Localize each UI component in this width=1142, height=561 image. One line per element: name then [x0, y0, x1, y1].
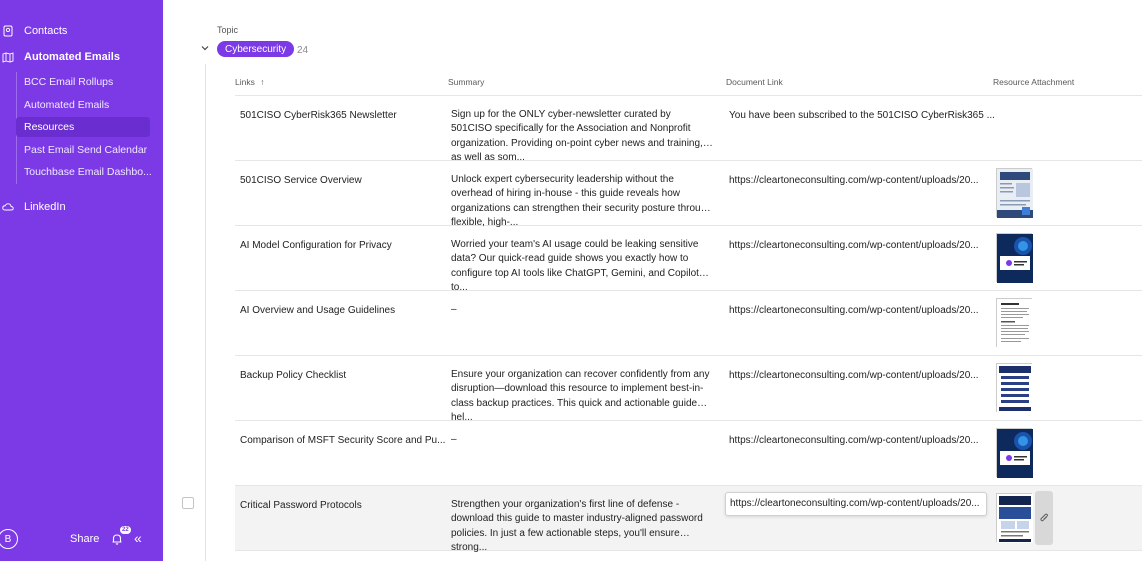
sidebar-subitem-past-email-send-calendar[interactable] [16, 140, 150, 160]
attachment-thumbnail[interactable] [996, 168, 1032, 217]
cell-document-link[interactable]: You have been subscribed to the 501CISO CyberRisk365 ... [729, 110, 995, 121]
chevron-down-icon[interactable] [200, 43, 210, 53]
row-select-checkbox[interactable] [182, 497, 194, 509]
group-value-pill [217, 41, 294, 57]
collapse-sidebar-icon[interactable]: « [134, 530, 142, 546]
table-row[interactable] [235, 226, 1142, 291]
sidebar-subitem-label: Resources [24, 121, 75, 133]
cell-link[interactable]: Critical Password Protocols [240, 500, 362, 511]
map-icon [2, 51, 14, 63]
table-row[interactable] [235, 96, 1142, 161]
column-header-summary[interactable]: Summary [448, 77, 485, 87]
sidebar-subitem-bcc-email-rollups[interactable] [16, 72, 150, 92]
cell-document-link[interactable]: https://cleartoneconsulting.com/wp-content/uploads/20... [725, 492, 987, 516]
attachment-thumbnail[interactable] [996, 233, 1032, 282]
attachment-thumbnail[interactable] [996, 298, 1032, 347]
cell-link[interactable]: Comparison of MSFT Security Score and Pu... [240, 435, 446, 446]
cell-link[interactable]: AI Overview and Usage Guidelines [240, 305, 396, 316]
cell-link[interactable]: Backup Policy Checklist [240, 370, 347, 381]
bell-icon[interactable] [110, 532, 124, 546]
main-content [163, 0, 1142, 561]
notification-badge: 22 [122, 527, 129, 533]
cell-document-link[interactable]: https://cleartoneconsulting.com/wp-content/uploads/20... [729, 370, 979, 381]
sidebar-subitem-label: BCC Email Rollups [24, 76, 114, 88]
column-header-document-link[interactable]: Document Link [726, 77, 783, 87]
sidebar-item-label: Contacts [24, 25, 68, 37]
sidebar-subitem-touchbase-email-dashboard[interactable] [16, 162, 150, 182]
sidebar-item-automated-emails[interactable] [0, 47, 120, 67]
cell-summary[interactable]: Worried your team's AI usage could be leaking sensitive data? Our quick-read guide shows you exactly how to configure top AI tools like ChatGPT, Gemini, and Copilot to... [451, 239, 699, 293]
cell-link[interactable]: AI Model Configuration for Privacy [240, 240, 392, 251]
table-row[interactable] [235, 421, 1142, 486]
sidebar-subitem-automated-emails[interactable] [16, 95, 150, 115]
contacts-icon [2, 25, 14, 37]
cell-link[interactable]: 501CISO Service Overview [240, 175, 362, 186]
add-attachment-button[interactable] [1035, 491, 1053, 545]
cell-summary[interactable]: Ensure your organization can recover confidently from any disruption—download this resource to implement best-in-class backup practices. This quick and actionable guide hel... [451, 369, 710, 423]
cell-document-link[interactable]: https://cleartoneconsulting.com/wp-content/uploads/20... [729, 240, 979, 251]
sidebar [0, 0, 163, 561]
attachment-thumbnail[interactable] [996, 493, 1032, 542]
cell-summary[interactable]: – [451, 304, 457, 315]
attachment-thumbnail[interactable] [996, 363, 1032, 412]
column-header-links[interactable] [235, 77, 264, 87]
sidebar-item-label: LinkedIn [24, 201, 66, 213]
share-button[interactable]: Share [70, 533, 100, 545]
sidebar-subitem-label: Past Email Send Calendar [24, 144, 148, 156]
sidebar-item-contacts[interactable] [0, 21, 67, 41]
group-value-label: Cybersecurity [225, 43, 287, 55]
sidebar-footer [0, 527, 163, 553]
table-row[interactable] [235, 161, 1142, 226]
sidebar-item-linkedin[interactable] [0, 197, 66, 217]
group-record-count: 24 [297, 45, 309, 56]
sidebar-item-label: Automated Emails [24, 51, 120, 63]
cell-document-link[interactable]: https://cleartoneconsulting.com/wp-content/uploads/20... [729, 305, 979, 316]
cloud-icon [2, 201, 14, 213]
sidebar-subitem-label: Touchbase Email Dashbo... [24, 166, 152, 178]
column-header-resource-attachment[interactable]: Resource Attachment [993, 77, 1075, 87]
group-field-label: Topic [217, 25, 239, 35]
table-row[interactable] [235, 291, 1142, 356]
group-rail [205, 64, 206, 561]
sidebar-subitem-resources[interactable] [16, 117, 150, 137]
table-header [235, 72, 1142, 96]
sidebar-subitem-label: Automated Emails [24, 99, 110, 111]
paperclip-icon [1039, 513, 1050, 524]
table-row[interactable] [235, 486, 1142, 551]
cell-summary[interactable]: Unlock expert cybersecurity leadership without the overhead of hiring in-house - this guide reveals how organizations can strengthen their security posture through flexible, high-... [451, 174, 712, 228]
cell-document-link[interactable]: https://cleartoneconsulting.com/wp-content/uploads/20... [729, 175, 979, 186]
table-row[interactable] [235, 356, 1142, 421]
cell-summary[interactable]: Sign up for the ONLY cyber-newsletter curated by 501CISO specifically for the Association and Nonprofit organization. Providing on-point cyber news and training, as well as som... [451, 109, 703, 163]
sort-ascending-icon: ↑ [260, 77, 265, 87]
cell-document-link[interactable]: https://cleartoneconsulting.com/wp-content/uploads/20... [729, 435, 979, 446]
cell-link[interactable]: 501CISO CyberRisk365 Newsletter [240, 110, 397, 121]
cell-summary[interactable]: – [451, 434, 457, 445]
attachment-thumbnail[interactable] [996, 428, 1032, 477]
cell-summary[interactable]: Strengthen your organization's first line of defense - download this guide to master industry-aligned password policies. In just a few actionable steps, you'll ensure strong... [451, 499, 703, 553]
column-header-label: Links [235, 77, 255, 87]
avatar[interactable]: B [0, 529, 18, 549]
